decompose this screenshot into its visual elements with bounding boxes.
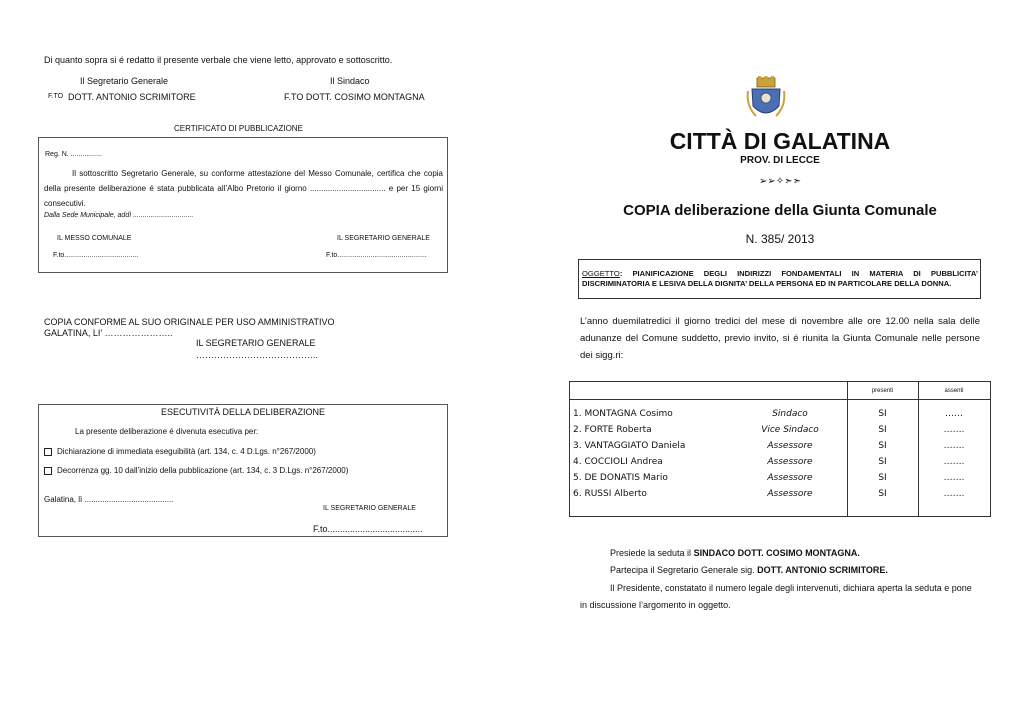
cert-title: CERTIFICATO DI PUBBLICAZIONE — [174, 124, 303, 133]
mayor-title: Il Sindaco — [330, 76, 370, 86]
esec-option-2-label: Decorrenza gg. 10 dall’inizio della pubblicazione (art. 134, c. 3 D.Lgs. n°267/2000) — [57, 466, 349, 475]
partecipa-label: Partecipa il Segretario Generale sig. — [610, 565, 758, 575]
member-presenti: SI — [878, 441, 887, 451]
member-presenti: SI — [878, 473, 887, 483]
presiede-name: SINDACO DOTT. COSIMO MONTAGNA. — [693, 548, 860, 558]
member-name: 3. VANTAGGIATO Daniela — [573, 441, 686, 451]
deliberation-number: N. 385/ 2013 — [745, 232, 815, 246]
esec-option-2[interactable] — [44, 466, 348, 475]
copia-conforme: COPIA CONFORME AL SUO ORIGINALE PER USO AMMINISTRATIVO — [44, 317, 335, 327]
member-role: Vice Sindaco — [761, 425, 819, 435]
member-assenti: ……. — [943, 489, 965, 499]
esecutivita-box — [38, 404, 448, 537]
province: PROV. DI LECCE — [740, 155, 820, 166]
presidente-statement: Il Presidente, constatato il numero legale degli intervenuti, dichiara aperta la seduta e pone in discussione l’argomento in oggetto. — [580, 583, 972, 610]
esec-title: ESECUTIVITÀ DELLA DELIBERAZIONE — [160, 407, 326, 417]
member-assenti: ……. — [943, 473, 965, 483]
partecipa-line — [610, 565, 888, 575]
header-divider — [570, 399, 990, 400]
member-name: 2. FORTE Roberta — [573, 425, 652, 435]
header-presenti: presenti — [871, 388, 894, 394]
member-role: Sindaco — [772, 409, 808, 419]
approval-statement: Di quanto sopra si é redatto il presente verbale che viene letto, approvato e sottoscritto. — [44, 55, 393, 65]
presiede-label: Presiede la seduta il — [610, 548, 694, 558]
member-assenti: ……. — [943, 457, 965, 467]
galatina-crest-icon — [746, 76, 786, 122]
esec-intro: La presente deliberazione é divenuta esecutiva per: — [75, 427, 259, 436]
member-presenti: SI — [878, 489, 887, 499]
oggetto-body: : PIANIFICAZIONE DEGLI INDIRIZZI FONDAMENTALI IN MATERIA DI PUBBLICITA’ DISCRIMINATORIA E LESIVA DELLA DIGNITA’ DELLA PERSONA ED IN PARTICOLARE DELLA DONNA. — [582, 269, 978, 288]
session-intro: L’anno duemilatredici il giorno tredici del mese di novembre alle ore 12.00 nella sala delle adunanze del Comune suddetto, previo invito, si é riunita la Giunta Comunale nelle persone dei sigg.ri: — [580, 316, 980, 361]
member-assenti: ……. — [943, 441, 965, 451]
member-name: 5. DE DONATIS Mario — [573, 473, 668, 483]
header-assenti: assenti — [944, 388, 964, 394]
presiede-line — [610, 548, 860, 558]
member-role: Assessore — [767, 489, 813, 499]
checkbox-immediata[interactable] — [44, 448, 52, 456]
copia-galatina: GALATINA, LI’ ………………….. — [44, 328, 173, 338]
partecipa-name: DOTT. ANTONIO SCRIMITORE. — [757, 565, 888, 575]
esec-option-1-label: Dichiarazione di immediata eseguibilità (art. 134, c. 4 D.Lgs. n°267/2000) — [57, 447, 316, 456]
member-presenti: SI — [878, 457, 887, 467]
fto-messo: F.to...................................... — [53, 252, 139, 259]
messo-label: IL MESSO COMUNALE — [57, 235, 132, 242]
oggetto-box — [578, 259, 981, 299]
esec-segretario: IL SEGRETARIO GENERALE — [323, 505, 416, 512]
oggetto-label: OGGETTO — [582, 269, 620, 278]
oggetto-text — [582, 269, 978, 289]
member-assenti: …… — [945, 409, 963, 419]
copia-segretario: IL SEGRETARIO GENERALE — [196, 338, 316, 348]
member-name: 4. COCCIOLI Andrea — [573, 457, 663, 467]
member-role: Assessore — [767, 441, 813, 451]
esec-option-1[interactable] — [44, 447, 316, 456]
member-role: Assessore — [767, 457, 813, 467]
document-title: COPIA deliberazione della Giunta Comunale — [623, 202, 937, 219]
secretary-fto: F.TO — [48, 93, 64, 100]
esec-fto: F.to...................................... — [313, 524, 423, 534]
mayor-signature: F.TO DOTT. COSIMO MONTAGNA — [284, 92, 425, 102]
member-name: 6. RUSSI Alberto — [573, 489, 647, 499]
reg-number: Reg. N. ................ — [45, 151, 102, 158]
member-presenti: SI — [878, 409, 887, 419]
city-name: CITTÀ DI GALATINA — [669, 128, 891, 154]
member-assenti: ……. — [943, 425, 965, 435]
ornament-divider: ➢➢✧➣➣ — [759, 176, 801, 187]
checkbox-decorrenza[interactable] — [44, 467, 52, 475]
certificate-box — [38, 137, 448, 273]
cert-body: Il sottoscritto Segretario Generale, su conforme attestazione del Messo Comunale, certifica che copia della presente deliberazione é stata pubblicata all’Albo Pretorio il giorno .................................. e per 15 giorni consecutivi. — [44, 169, 443, 208]
esec-galatina: Galatina, lì ........................................ — [44, 495, 174, 504]
cert-sede: Dalla Sede Municipale, addì ............................... — [44, 212, 194, 219]
member-role: Assessore — [767, 473, 813, 483]
copia-dots: ………………………………….. — [196, 350, 319, 360]
fto-segretario: F.to.............................................. — [326, 252, 427, 259]
secretary-title: Il Segretario Generale — [80, 76, 169, 86]
member-name: 1. MONTAGNA Cosimo — [573, 409, 673, 419]
secretary-name: DOTT. ANTONIO SCRIMITORE — [68, 92, 196, 102]
segretario-label: IL SEGRETARIO GENERALE — [337, 235, 430, 242]
member-presenti: SI — [878, 425, 887, 435]
